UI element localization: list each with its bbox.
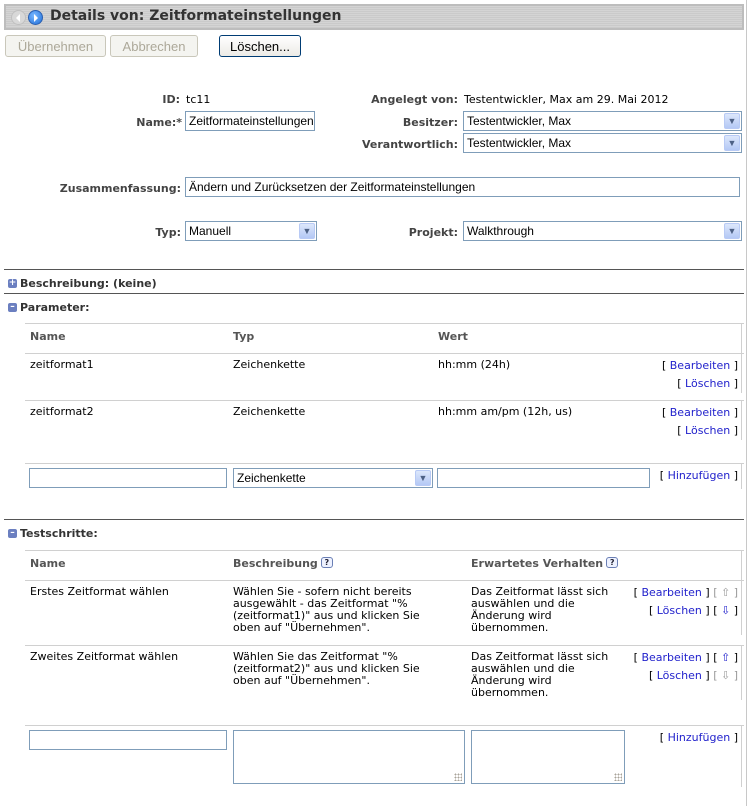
step-edit-action: [ Bearbeiten ] [ ⇧ ] bbox=[633, 586, 738, 599]
step-delete-link[interactable]: Löschen bbox=[656, 669, 702, 682]
delete-button[interactable]: Löschen... bbox=[219, 35, 301, 57]
expand-plus-icon[interactable]: + bbox=[8, 278, 17, 288]
id-value: tc11 bbox=[186, 93, 211, 106]
back-arrow-icon[interactable] bbox=[11, 10, 26, 25]
name-input[interactable]: Zeitformateinstellungen bbox=[185, 111, 315, 131]
param-edit-action: [ Bearbeiten ] bbox=[661, 406, 738, 419]
move-up-icon[interactable]: ⇧ bbox=[720, 651, 731, 664]
new-param-name-input[interactable] bbox=[29, 468, 227, 488]
type-label: Typ: bbox=[155, 226, 181, 239]
steps-section-toggle[interactable] bbox=[8, 527, 98, 540]
move-up-icon: ⇧ bbox=[720, 586, 731, 599]
owner-label: Besitzer: bbox=[402, 116, 458, 129]
owner-select-value: Testentwickler, Max bbox=[467, 114, 572, 128]
table-row-divider bbox=[25, 400, 744, 401]
param-header-type: Typ bbox=[233, 330, 255, 343]
created-by-label: Angelegt von: bbox=[371, 93, 458, 106]
step-edit-link[interactable]: Bearbeiten bbox=[641, 586, 702, 599]
responsible-label: Verantwortlich: bbox=[361, 138, 458, 151]
param-name: zeitformat1 bbox=[30, 358, 94, 371]
parameters-section-title: Parameter: bbox=[20, 301, 90, 314]
chevron-down-icon[interactable]: ▼ bbox=[724, 135, 740, 151]
param-type: Zeichenkette bbox=[233, 358, 306, 371]
param-delete-link[interactable]: Löschen bbox=[685, 424, 731, 437]
id-label: ID: bbox=[162, 93, 180, 106]
steps-section-title: Testschritte: bbox=[20, 527, 98, 540]
move-down-icon: ⇩ bbox=[720, 669, 731, 682]
step-expected: Das Zeitformat lässt sich auswählen und die Änderung wird übernommen. bbox=[471, 650, 609, 699]
table-row-divider bbox=[25, 580, 744, 581]
table-row-divider bbox=[25, 725, 744, 726]
step-expected: Das Zeitformat lässt sich auswählen und die Änderung wird übernommen. bbox=[471, 585, 609, 634]
chevron-down-icon[interactable]: ▼ bbox=[415, 470, 431, 486]
table-border bbox=[741, 725, 742, 787]
step-edit-link[interactable]: Bearbeiten bbox=[641, 651, 702, 664]
page-title: Details von: Zeitformateinstellungen bbox=[50, 8, 342, 24]
param-edit-link[interactable]: Bearbeiten bbox=[669, 359, 731, 372]
name-label: Name:* bbox=[136, 116, 182, 129]
responsible-select-value: Testentwickler, Max bbox=[467, 136, 572, 150]
table-row-divider bbox=[25, 463, 744, 464]
description-section-toggle[interactable] bbox=[8, 277, 157, 290]
param-type: Zeichenkette bbox=[233, 405, 306, 418]
project-label: Projekt: bbox=[408, 226, 458, 239]
step-add-link[interactable]: Hinzufügen bbox=[667, 731, 731, 744]
table-border bbox=[25, 323, 744, 324]
table-border bbox=[741, 645, 742, 700]
chevron-down-icon[interactable]: ▼ bbox=[724, 113, 740, 129]
table-border bbox=[741, 550, 742, 580]
step-delete-action: [ Löschen ] [ ⇩ ] bbox=[648, 604, 738, 617]
param-add-action: [ Hinzufügen ] bbox=[659, 469, 738, 482]
resize-grip-icon[interactable] bbox=[614, 773, 622, 781]
responsible-select[interactable] bbox=[463, 133, 742, 153]
details-header bbox=[4, 4, 744, 30]
summary-label: Zusammenfassung: bbox=[59, 182, 181, 195]
table-border bbox=[741, 463, 742, 489]
created-by-value: Testentwickler, Max am 29. Mai 2012 bbox=[464, 93, 669, 106]
table-row-divider bbox=[25, 353, 744, 354]
table-border bbox=[741, 580, 742, 635]
collapse-minus-icon[interactable]: – bbox=[8, 529, 17, 538]
divider bbox=[4, 519, 744, 520]
new-step-expected-textarea[interactable] bbox=[471, 730, 625, 784]
new-param-value-input[interactable] bbox=[437, 468, 650, 488]
table-border bbox=[25, 550, 744, 551]
param-delete-action: [ Löschen ] bbox=[677, 424, 738, 437]
step-name: Erstes Zeitformat wählen bbox=[30, 585, 169, 598]
step-header-expected bbox=[471, 557, 618, 570]
param-value: hh:mm (24h) bbox=[438, 358, 511, 371]
param-delete-link[interactable]: Löschen bbox=[685, 377, 731, 390]
owner-select[interactable] bbox=[463, 111, 742, 131]
summary-input[interactable]: Ändern und Zurücksetzen der Zeitformateinstellungen bbox=[185, 177, 740, 197]
step-delete-action: [ Löschen ] [ ⇩ ] bbox=[648, 669, 738, 682]
param-name: zeitformat2 bbox=[30, 405, 94, 418]
table-border bbox=[741, 353, 742, 393]
new-param-type-select[interactable] bbox=[233, 468, 433, 488]
param-value: hh:mm am/pm (12h, us) bbox=[438, 405, 573, 418]
chevron-down-icon[interactable]: ▼ bbox=[724, 223, 740, 239]
new-param-type-value: Zeichenkette bbox=[237, 471, 306, 485]
step-delete-link[interactable]: Löschen bbox=[656, 604, 702, 617]
table-row-divider bbox=[25, 645, 744, 646]
cancel-button[interactable]: Abbrechen bbox=[110, 35, 198, 57]
apply-button[interactable]: Übernehmen bbox=[5, 35, 106, 57]
move-down-icon[interactable]: ⇩ bbox=[720, 604, 731, 617]
help-icon[interactable]: ? bbox=[321, 557, 333, 568]
forward-arrow-icon[interactable] bbox=[28, 10, 43, 25]
step-description: Wählen Sie das Zeitformat "%(zeitformat2)" aus und klicken Sie oben auf "Übernehmen". bbox=[233, 650, 420, 687]
resize-grip-icon[interactable] bbox=[454, 773, 462, 781]
description-section-title: Beschreibung: (keine) bbox=[20, 277, 157, 290]
table-border bbox=[741, 323, 742, 353]
table-border bbox=[741, 400, 742, 440]
project-select[interactable] bbox=[463, 221, 742, 241]
project-select-value: Walkthrough bbox=[467, 224, 534, 238]
chevron-down-icon[interactable]: ▼ bbox=[299, 223, 315, 239]
parameters-section-toggle[interactable] bbox=[8, 301, 90, 314]
page-right-border bbox=[746, 0, 747, 806]
new-step-name-input[interactable] bbox=[29, 730, 227, 750]
divider bbox=[4, 269, 744, 270]
type-select-value: Manuell bbox=[189, 224, 232, 238]
collapse-minus-icon[interactable]: – bbox=[8, 303, 17, 312]
param-header-value: Wert bbox=[438, 330, 468, 343]
param-edit-link[interactable]: Bearbeiten bbox=[669, 406, 731, 419]
new-step-description-textarea[interactable] bbox=[233, 730, 465, 784]
param-edit-action: [ Bearbeiten ] bbox=[661, 359, 738, 372]
step-name: Zweites Zeitformat wählen bbox=[30, 650, 179, 663]
help-icon[interactable]: ? bbox=[606, 557, 618, 568]
param-add-link[interactable]: Hinzufügen bbox=[667, 469, 731, 482]
divider bbox=[4, 293, 744, 294]
type-select[interactable] bbox=[185, 221, 317, 241]
step-header-name: Name bbox=[30, 557, 66, 570]
step-add-action: [ Hinzufügen ] bbox=[659, 731, 738, 744]
step-header-expected-label: Erwartetes Verhalten bbox=[471, 557, 604, 570]
step-edit-action: [ Bearbeiten ] [ ⇧ ] bbox=[633, 651, 738, 664]
param-delete-action: [ Löschen ] bbox=[677, 377, 738, 390]
step-header-description-label: Beschreibung bbox=[233, 557, 318, 570]
param-header-name: Name bbox=[30, 330, 66, 343]
step-header-description bbox=[233, 557, 333, 570]
step-description: Wählen Sie - sofern nicht bereits ausgewählt - das Zeitformat "%(zeitformat1)" aus und klicken Sie oben auf "Übernehmen". bbox=[233, 585, 420, 634]
